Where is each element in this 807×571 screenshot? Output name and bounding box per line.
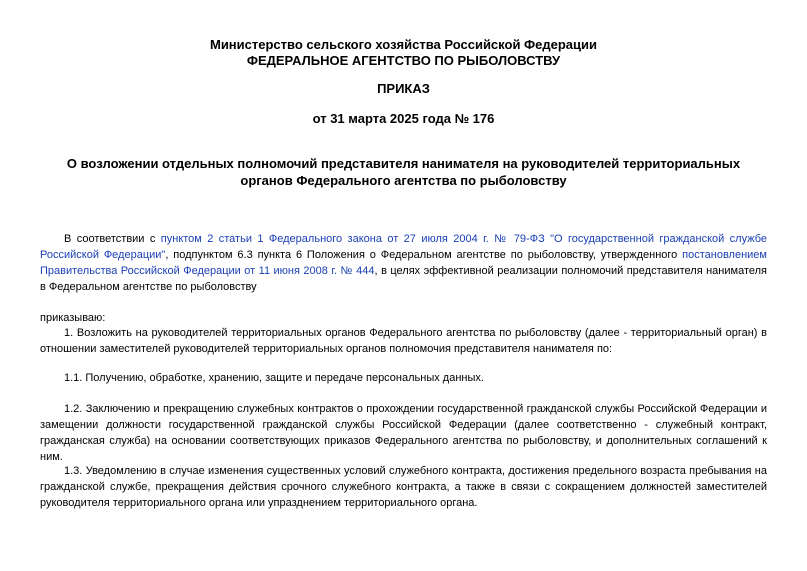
ministry-name: Министерство сельского хозяйства Российской Федерации: [209, 37, 597, 52]
paragraph-1-1: 1.1. Получению, обработке, хранению, защите и передаче персональных данных.: [64, 372, 484, 384]
agency-name: ФЕДЕРАЛЬНОЕ АГЕНТСТВО ПО РЫБОЛОВСТВУ: [246, 53, 561, 68]
document-date-number: от 31 марта 2025 года № 176: [312, 111, 495, 126]
document-title: О возложении отдельных полномочий представителя нанимателя на руководителей территориальных органов Федерального агентства по рыболовству: [66, 156, 741, 188]
order-word: приказываю:: [40, 312, 106, 324]
intro-middle: , подпунктом 6.3 пункта 6 Положения о Федеральном агентстве по рыболовству, утвержденного: [165, 249, 683, 261]
paragraph-1: 1. Возложить на руководителей территориальных органов Федерального агентства по рыболовству (далее - территориальный орган) в отношении заместителей руководителей территориальных органов полномочия представителя нанимателя по:: [40, 327, 767, 355]
intro-suffix: , в целях эффективной реализации полномочий представителя нанимателя в Федеральном агентстве по рыболовству: [40, 265, 767, 293]
document-type: ПРИКАЗ: [377, 81, 430, 96]
intro-paragraph: [40, 231, 767, 295]
federal-law-link[interactable]: пунктом 2 статьи 1 Федерального закона от 27 июля 2004 г. № 79-ФЗ "О государственной гражданской службе Российской Федерации": [40, 233, 768, 261]
intro-prefix: В соответствии с: [64, 233, 161, 245]
paragraph-1-2: 1.2. Заключению и прекращению служебных контрактов о прохождении государственной гражданской службы Российской Федерации и замещении должности государственной гражданской службы Российской Федерации (далее соответственно - служебный контракт, гражданская служба) на основании соответствующих приказов Федерального агентства по рыболовству, и дополнительных соглашений к ним.: [40, 403, 767, 463]
paragraph-1-3: 1.3. Уведомлению в случае изменения существенных условий служебного контракта, достижения предельного возраста пребывания на гражданской службе, прекращения действия срочного служебного контракта, а также в связи с сокращением должностей заместителей руководителя территориального органа или упразднением территориального органа.: [40, 465, 767, 509]
government-resolution-link[interactable]: постановлением Правительства Российской Федерации от 11 июня 2008 г. № 444: [40, 249, 767, 277]
